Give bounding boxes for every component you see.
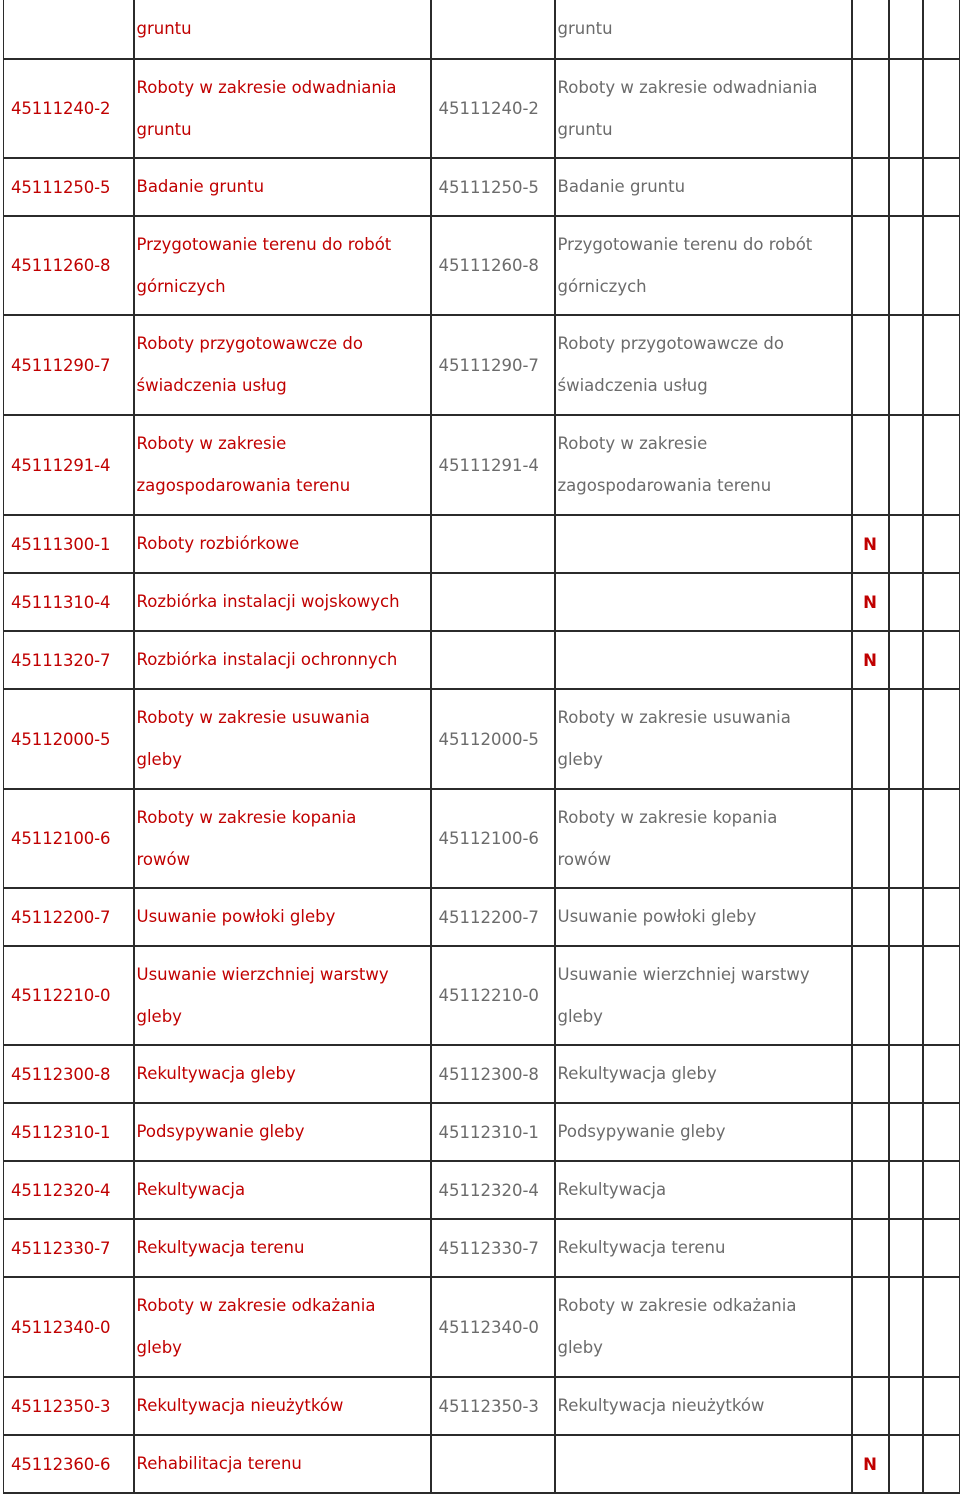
code2-cell-text: 45111240-2 (438, 99, 539, 118)
empty-cell (923, 0, 960, 59)
empty-cell (889, 1103, 923, 1161)
flag-cell-text: N (863, 1454, 877, 1474)
name-cell-line: Roboty w zakresie odwadniania (136, 77, 397, 97)
name2-cell-line: Rekultywacja (557, 1180, 667, 1199)
code-cell-text: 45111320-7 (11, 650, 111, 670)
name2-cell-line: Rekultywacja nieużytków (557, 1396, 765, 1415)
name2-cell (555, 1161, 852, 1219)
empty-cell (923, 946, 960, 1045)
flag-cell (852, 59, 889, 158)
name-cell-line: Rekultywacja nieużytków (136, 1396, 344, 1415)
flag-cell (852, 315, 889, 415)
empty-cell (889, 888, 923, 946)
empty-cell (889, 1435, 923, 1493)
code-cell (4, 216, 134, 315)
empty-cell (923, 573, 960, 631)
name2-cell (555, 515, 852, 573)
name2-cell-line: Roboty przygotowawcze do (557, 334, 784, 353)
code-cell (4, 515, 134, 573)
code2-cell (431, 315, 555, 415)
empty-cell (889, 158, 923, 216)
empty-cell (923, 415, 960, 515)
name2-cell-line: Roboty w zakresie odkażania (557, 1296, 797, 1315)
code2-cell-text: 45112320-4 (438, 1180, 539, 1200)
empty-cell (889, 1277, 923, 1377)
empty-cell (923, 1435, 960, 1493)
empty-cell (923, 515, 960, 573)
code2-cell-text: 45111290-7 (438, 355, 539, 375)
name-cell (134, 1219, 431, 1277)
name2-cell-line: Badanie gruntu (557, 177, 686, 196)
name-cell-line: Podsypywanie gleby (136, 1122, 305, 1141)
code-cell (4, 0, 134, 59)
code-cell-text: 45112300-8 (11, 1064, 111, 1084)
table-row (4, 573, 960, 631)
empty-cell (923, 689, 960, 789)
table-row (4, 315, 960, 415)
name2-cell-line: Roboty w zakresie (557, 434, 708, 453)
name-cell-line: Usuwanie wierzchniej warstwy (136, 964, 389, 984)
code2-cell-text: 45111291-4 (438, 455, 539, 475)
code2-cell (431, 216, 555, 315)
name-cell-line: górniczych (136, 276, 226, 296)
code-cell (4, 631, 134, 689)
code2-cell (431, 1219, 555, 1277)
name-cell (134, 1435, 431, 1493)
code2-cell-text: 45112200-7 (438, 907, 539, 927)
name2-cell-line: Usuwanie powłoki gleby (557, 907, 757, 926)
name-cell (134, 315, 431, 415)
table-body (4, 0, 960, 1493)
name2-cell (555, 59, 852, 158)
name2-cell-line: zagospodarowania terenu (557, 476, 772, 495)
flag-cell (852, 158, 889, 216)
flag-cell (852, 415, 889, 515)
name2-cell-line: Usuwanie wierzchniej warstwy (557, 964, 810, 984)
name-cell-line: Rozbiórka instalacji ochronnych (136, 650, 398, 669)
code-cell (4, 158, 134, 216)
name2-cell (555, 158, 852, 216)
code2-cell-text: 45111250-5 (438, 177, 539, 197)
code-cell-text: 45112320-4 (11, 1180, 111, 1200)
empty-cell (923, 1377, 960, 1435)
code-cell (4, 1161, 134, 1219)
code-cell-text: 45111250-5 (11, 177, 111, 197)
table-row (4, 1277, 960, 1377)
table-row (4, 888, 960, 946)
name-cell-line: gleby (136, 750, 182, 769)
name2-cell (555, 1277, 852, 1377)
name-cell-line: Roboty przygotowawcze do (136, 334, 363, 353)
name2-cell-line: Roboty w zakresie odwadniania (557, 77, 818, 97)
code-cell-text: 45112330-7 (11, 1238, 111, 1258)
empty-cell (889, 415, 923, 515)
code2-cell-text: 45112340-0 (438, 1317, 539, 1337)
code-cell (4, 946, 134, 1045)
code2-cell (431, 789, 555, 888)
empty-cell (889, 689, 923, 789)
code2-cell-text: 45111260-8 (438, 256, 539, 275)
name2-cell-line: rowów (557, 849, 612, 869)
name-cell (134, 1161, 431, 1219)
flag-cell-text: N (863, 592, 877, 612)
table-row (4, 1103, 960, 1161)
name-cell (134, 1103, 431, 1161)
name-cell-line: Roboty w zakresie usuwania (136, 708, 370, 727)
empty-cell (923, 1045, 960, 1103)
name-cell-line: Przygotowanie terenu do robót (136, 234, 392, 254)
name2-cell (555, 1377, 852, 1435)
code-cell-text: 45112340-0 (11, 1317, 111, 1337)
name2-cell-line: gleby (557, 1338, 603, 1357)
code-cell (4, 689, 134, 789)
empty-cell (889, 1045, 923, 1103)
name2-cell-line: gleby (557, 1006, 603, 1026)
empty-cell (889, 631, 923, 689)
name2-cell (555, 1435, 852, 1493)
name-cell (134, 946, 431, 1045)
empty-cell (889, 59, 923, 158)
empty-cell (889, 0, 923, 59)
empty-cell (889, 573, 923, 631)
code-cell-text: 45112000-5 (11, 729, 111, 749)
code-cell-text: 45111291-4 (11, 455, 111, 475)
name-cell-line: Rozbiórka instalacji wojskowych (136, 592, 400, 611)
name2-cell-line: gruntu (557, 119, 613, 139)
code-cell-text: 45111300-1 (11, 534, 111, 554)
table-row (4, 59, 960, 158)
code-cell-text: 45111260-8 (11, 256, 111, 275)
name2-cell (555, 888, 852, 946)
code2-cell-text: 45112310-1 (438, 1122, 539, 1142)
flag-cell (852, 1045, 889, 1103)
code2-cell (431, 0, 555, 59)
code2-cell-text: 45112000-5 (438, 729, 539, 749)
name2-cell (555, 631, 852, 689)
name-cell (134, 689, 431, 789)
code2-cell (431, 573, 555, 631)
table-row (4, 1161, 960, 1219)
name-cell-line: gruntu (136, 119, 192, 139)
name2-cell-line: gleby (557, 750, 603, 769)
name-cell-line: Roboty w zakresie (136, 434, 287, 453)
code2-cell-text: 45112350-3 (438, 1396, 539, 1416)
name-cell (134, 1277, 431, 1377)
empty-cell (923, 789, 960, 888)
code2-cell-text: 45112210-0 (438, 986, 539, 1005)
name-cell-line: Badanie gruntu (136, 177, 265, 196)
code2-cell (431, 415, 555, 515)
code-cell-text: 45112100-6 (11, 829, 111, 848)
name2-cell-line: Rekultywacja gleby (557, 1064, 717, 1083)
code-cell (4, 789, 134, 888)
empty-cell (923, 1277, 960, 1377)
name2-cell (555, 1045, 852, 1103)
name2-cell-line: Roboty w zakresie kopania (557, 807, 778, 827)
flag-cell (852, 573, 889, 631)
table-row (4, 689, 960, 789)
name2-cell-line: Przygotowanie terenu do robót (557, 234, 813, 254)
name2-cell-line: świadczenia usług (557, 376, 708, 395)
name-cell (134, 631, 431, 689)
name-cell (134, 59, 431, 158)
name-cell-line: rowów (136, 849, 191, 869)
flag-cell-text: N (863, 534, 877, 554)
code2-cell-text: 45112100-6 (438, 829, 539, 848)
flag-cell (852, 1103, 889, 1161)
name-cell-line: Roboty w zakresie kopania (136, 807, 357, 827)
flag-cell-text: N (863, 650, 877, 670)
empty-cell (923, 158, 960, 216)
empty-cell (923, 1103, 960, 1161)
name-cell (134, 0, 431, 59)
table-row (4, 0, 960, 59)
code-cell (4, 1435, 134, 1493)
name2-cell (555, 789, 852, 888)
name-cell (134, 789, 431, 888)
flag-cell (852, 946, 889, 1045)
table-row (4, 1435, 960, 1493)
flag-cell (852, 1435, 889, 1493)
code2-cell (431, 515, 555, 573)
flag-cell (852, 1219, 889, 1277)
code-cell (4, 1219, 134, 1277)
table-row (4, 216, 960, 315)
code2-cell (431, 1435, 555, 1493)
table-row (4, 515, 960, 573)
code2-cell (431, 689, 555, 789)
name2-cell-line: Rekultywacja terenu (557, 1238, 726, 1257)
code2-cell (431, 1103, 555, 1161)
table-row (4, 415, 960, 515)
name2-cell-line: gruntu (557, 19, 613, 38)
empty-cell (923, 631, 960, 689)
name-cell (134, 1377, 431, 1435)
name2-cell (555, 216, 852, 315)
table-row (4, 789, 960, 888)
table-row (4, 1377, 960, 1435)
empty-cell (889, 216, 923, 315)
flag-cell (852, 0, 889, 59)
flag-cell (852, 888, 889, 946)
code-cell (4, 573, 134, 631)
code-cell (4, 59, 134, 158)
name-cell (134, 573, 431, 631)
code2-cell (431, 888, 555, 946)
flag-cell (852, 515, 889, 573)
empty-cell (889, 1161, 923, 1219)
empty-cell (923, 315, 960, 415)
code-cell (4, 1277, 134, 1377)
flag-cell (852, 1161, 889, 1219)
table-row (4, 631, 960, 689)
empty-cell (923, 1161, 960, 1219)
name2-cell (555, 573, 852, 631)
name2-cell-line: Roboty w zakresie usuwania (557, 708, 791, 727)
table-row (4, 1219, 960, 1277)
code-cell-text: 45112350-3 (11, 1396, 111, 1416)
name-cell-line: Usuwanie powłoki gleby (136, 907, 336, 926)
code2-cell (431, 946, 555, 1045)
flag-cell (852, 1377, 889, 1435)
name-cell (134, 158, 431, 216)
code2-cell (431, 158, 555, 216)
code2-cell (431, 1045, 555, 1103)
code-cell (4, 1045, 134, 1103)
name-cell-line: Rekultywacja (136, 1180, 246, 1199)
name-cell (134, 415, 431, 515)
code-cell-text: 45111310-4 (11, 592, 111, 612)
name-cell-line: gleby (136, 1006, 182, 1026)
table-row (4, 946, 960, 1045)
flag-cell (852, 689, 889, 789)
code-cell-text: 45112210-0 (11, 986, 111, 1005)
empty-cell (923, 1219, 960, 1277)
code2-cell (431, 1377, 555, 1435)
name2-cell (555, 689, 852, 789)
name2-cell-line: Podsypywanie gleby (557, 1122, 726, 1141)
code-cell-text: 45112200-7 (11, 907, 111, 927)
name2-cell-line: górniczych (557, 276, 647, 296)
code-cell (4, 1103, 134, 1161)
cpv-code-table (3, 0, 960, 1494)
name-cell-line: zagospodarowania terenu (136, 476, 351, 495)
empty-cell (923, 888, 960, 946)
code2-cell-text: 45112300-8 (438, 1064, 539, 1084)
name-cell (134, 888, 431, 946)
empty-cell (889, 1219, 923, 1277)
code-cell-text: 45112310-1 (11, 1122, 111, 1142)
name-cell-line: Rekultywacja gleby (136, 1064, 296, 1083)
flag-cell (852, 1277, 889, 1377)
empty-cell (889, 789, 923, 888)
name-cell-line: Roboty w zakresie odkażania (136, 1296, 376, 1315)
code-cell-text: 45112360-6 (11, 1454, 111, 1474)
empty-cell (889, 946, 923, 1045)
code-cell-text: 45111240-2 (11, 99, 111, 118)
name2-cell (555, 415, 852, 515)
empty-cell (923, 216, 960, 315)
name-cell (134, 1045, 431, 1103)
flag-cell (852, 216, 889, 315)
flag-cell (852, 789, 889, 888)
empty-cell (889, 515, 923, 573)
code2-cell (431, 59, 555, 158)
code2-cell (431, 1161, 555, 1219)
flag-cell (852, 631, 889, 689)
name-cell-line: gruntu (136, 19, 192, 38)
empty-cell (889, 315, 923, 415)
code2-cell (431, 1277, 555, 1377)
code-cell (4, 888, 134, 946)
code2-cell-text: 45112330-7 (438, 1238, 539, 1258)
name2-cell (555, 315, 852, 415)
code-cell (4, 315, 134, 415)
name-cell (134, 216, 431, 315)
name2-cell (555, 1219, 852, 1277)
name2-cell (555, 0, 852, 59)
code-cell (4, 415, 134, 515)
name2-cell (555, 946, 852, 1045)
name2-cell (555, 1103, 852, 1161)
name-cell-line: świadczenia usług (136, 376, 287, 395)
code-cell (4, 1377, 134, 1435)
empty-cell (889, 1377, 923, 1435)
name-cell-line: gleby (136, 1338, 182, 1357)
name-cell-line: Rehabilitacja terenu (136, 1454, 302, 1473)
name-cell-line: Rekultywacja terenu (136, 1238, 305, 1257)
table-row (4, 1045, 960, 1103)
code2-cell (431, 631, 555, 689)
empty-cell (923, 59, 960, 158)
table-row (4, 158, 960, 216)
name-cell-line: Roboty rozbiórkowe (136, 534, 300, 553)
code-cell-text: 45111290-7 (11, 355, 111, 375)
name-cell (134, 515, 431, 573)
